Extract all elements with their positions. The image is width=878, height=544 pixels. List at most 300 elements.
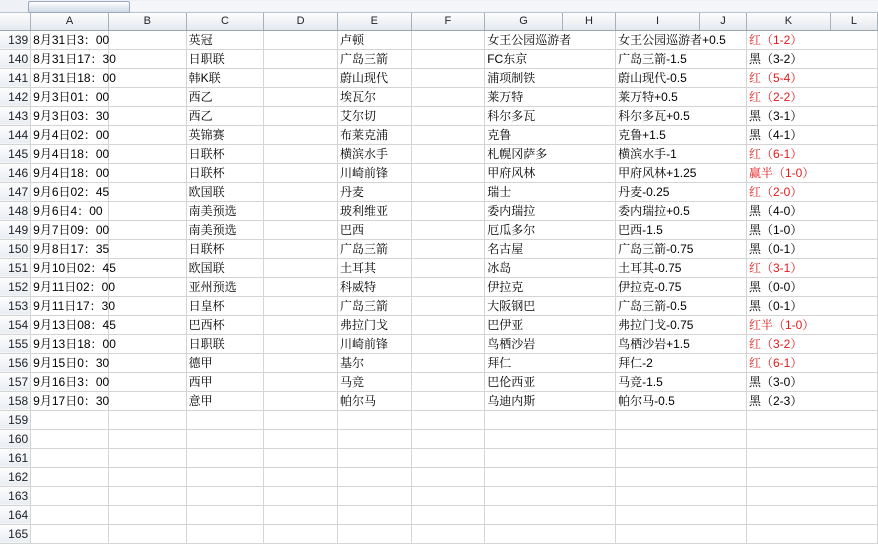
cell-away-team[interactable]: 女王公园巡游者 — [485, 30, 616, 49]
cell-empty-b[interactable] — [108, 87, 186, 106]
cell-pick[interactable]: 巴西-1.5 — [616, 220, 747, 239]
cell-pick[interactable] — [616, 505, 747, 524]
row-header[interactable]: 143 — [0, 106, 31, 125]
table-row[interactable] — [0, 524, 878, 543]
cell-empty-f[interactable] — [411, 296, 485, 315]
cell-date[interactable] — [31, 486, 109, 505]
cell-league[interactable]: 欧国联 — [186, 258, 264, 277]
row-header[interactable]: 145 — [0, 144, 31, 163]
cell-empty-b[interactable] — [108, 163, 186, 182]
cell-result[interactable]: 黑（1-0） — [746, 220, 877, 239]
row-header[interactable]: 151 — [0, 258, 31, 277]
table-row[interactable] — [0, 277, 878, 296]
cell-empty-d[interactable] — [264, 429, 338, 448]
cell-result[interactable] — [746, 524, 877, 543]
cell-league[interactable]: 南美预选 — [186, 201, 264, 220]
cell-date[interactable]: 9月13日18：00 — [31, 334, 109, 353]
cell-away-team[interactable]: 克鲁 — [485, 125, 616, 144]
cell-away-team[interactable]: 瑞士 — [485, 182, 616, 201]
cell-date[interactable]: 9月15日0：30 — [31, 353, 109, 372]
cell-league[interactable] — [186, 505, 264, 524]
cell-league[interactable]: 西甲 — [186, 372, 264, 391]
cell-result[interactable]: 黑（4-0） — [746, 201, 877, 220]
cell-empty-b[interactable] — [108, 239, 186, 258]
cell-empty-d[interactable] — [264, 391, 338, 410]
cell-empty-b[interactable] — [108, 315, 186, 334]
cell-result[interactable]: 红（2-2） — [746, 87, 877, 106]
cell-empty-b[interactable] — [108, 106, 186, 125]
cell-date[interactable]: 9月11日17：30 — [31, 296, 109, 315]
cell-pick[interactable] — [616, 448, 747, 467]
cell-empty-d[interactable] — [264, 486, 338, 505]
cell-empty-b[interactable] — [108, 258, 186, 277]
cell-away-team[interactable]: 伊拉克 — [485, 277, 616, 296]
cell-empty-d[interactable] — [264, 68, 338, 87]
cell-date[interactable]: 9月6日02：45 — [31, 182, 109, 201]
table-row[interactable] — [0, 201, 878, 220]
cell-league[interactable] — [186, 524, 264, 543]
cell-pick[interactable]: 横滨水手-1 — [616, 144, 747, 163]
cell-empty-d[interactable] — [264, 106, 338, 125]
cell-empty-b[interactable] — [108, 391, 186, 410]
cell-league[interactable]: 日职联 — [186, 49, 264, 68]
horizontal-scrollbar[interactable] — [0, 0, 878, 13]
cell-result[interactable]: 黑（2-3） — [746, 391, 877, 410]
cell-result[interactable]: 红（6-1） — [746, 144, 877, 163]
cell-result[interactable]: 红（6-1） — [746, 353, 877, 372]
cell-empty-b[interactable] — [108, 353, 186, 372]
cell-league[interactable]: 日联杯 — [186, 144, 264, 163]
cell-home-team[interactable]: 广岛三箭 — [337, 49, 411, 68]
cell-home-team[interactable]: 土耳其 — [337, 258, 411, 277]
row-header[interactable]: 158 — [0, 391, 31, 410]
cell-empty-b[interactable] — [108, 372, 186, 391]
cell-home-team[interactable] — [337, 448, 411, 467]
row-header[interactable]: 163 — [0, 486, 31, 505]
cell-date[interactable]: 9月8日17：35 — [31, 239, 109, 258]
cell-empty-d[interactable] — [264, 296, 338, 315]
cell-league[interactable]: 英锦赛 — [186, 125, 264, 144]
cell-away-team[interactable]: 乌迪内斯 — [485, 391, 616, 410]
cell-away-team[interactable]: 浦项制铁 — [485, 68, 616, 87]
column-header-l[interactable]: L — [830, 13, 877, 30]
spreadsheet-grid[interactable] — [0, 13, 878, 544]
table-row[interactable] — [0, 125, 878, 144]
cell-empty-d[interactable] — [264, 410, 338, 429]
row-header[interactable]: 150 — [0, 239, 31, 258]
cell-away-team[interactable]: 巴伊亚 — [485, 315, 616, 334]
row-header[interactable]: 153 — [0, 296, 31, 315]
cell-league[interactable]: 欧国联 — [186, 182, 264, 201]
cell-date[interactable]: 9月17日0：30 — [31, 391, 109, 410]
cell-date[interactable]: 8月31日3：00 — [31, 30, 109, 49]
cell-home-team[interactable] — [337, 467, 411, 486]
cell-league[interactable]: 韩K联 — [186, 68, 264, 87]
row-header[interactable]: 157 — [0, 372, 31, 391]
cell-home-team[interactable]: 玻利维亚 — [337, 201, 411, 220]
cell-result[interactable] — [746, 410, 877, 429]
row-header[interactable]: 144 — [0, 125, 31, 144]
cell-empty-d[interactable] — [264, 505, 338, 524]
table-row[interactable] — [0, 220, 878, 239]
cell-empty-f[interactable] — [411, 49, 485, 68]
cell-empty-f[interactable] — [411, 334, 485, 353]
cell-empty-f[interactable] — [411, 429, 485, 448]
table-row[interactable] — [0, 163, 878, 182]
cell-away-team[interactable]: 莱万特 — [485, 87, 616, 106]
cell-empty-d[interactable] — [264, 467, 338, 486]
table-row[interactable] — [0, 372, 878, 391]
cell-empty-f[interactable] — [411, 163, 485, 182]
cell-league[interactable]: 巴西杯 — [186, 315, 264, 334]
column-header-d[interactable]: D — [264, 13, 338, 30]
table-row[interactable] — [0, 334, 878, 353]
cell-empty-d[interactable] — [264, 220, 338, 239]
cell-pick[interactable]: 蔚山现代-0.5 — [616, 68, 747, 87]
cell-pick[interactable]: 鸟栖沙岩+1.5 — [616, 334, 747, 353]
cell-home-team[interactable]: 川崎前锋 — [337, 163, 411, 182]
cell-empty-b[interactable] — [108, 68, 186, 87]
cell-away-team[interactable]: 厄瓜多尔 — [485, 220, 616, 239]
cell-pick[interactable]: 广岛三箭-1.5 — [616, 49, 747, 68]
table-row[interactable] — [0, 315, 878, 334]
cell-league[interactable]: 西乙 — [186, 87, 264, 106]
cell-empty-d[interactable] — [264, 448, 338, 467]
cell-home-team[interactable]: 广岛三箭 — [337, 296, 411, 315]
cell-result[interactable] — [746, 429, 877, 448]
row-header[interactable]: 140 — [0, 49, 31, 68]
cell-pick[interactable]: 克鲁+1.5 — [616, 125, 747, 144]
cell-pick[interactable] — [616, 486, 747, 505]
cell-empty-f[interactable] — [411, 30, 485, 49]
cell-pick[interactable]: 拜仁-2 — [616, 353, 747, 372]
cell-league[interactable]: 日联杯 — [186, 163, 264, 182]
cell-home-team[interactable]: 卢顿 — [337, 30, 411, 49]
cell-empty-f[interactable] — [411, 87, 485, 106]
cell-empty-b[interactable] — [108, 201, 186, 220]
cell-date[interactable]: 9月10日02：45 — [31, 258, 109, 277]
cell-away-team[interactable]: FC东京 — [485, 49, 616, 68]
cell-pick[interactable] — [616, 524, 747, 543]
column-header-j[interactable]: J — [699, 13, 746, 30]
cell-home-team[interactable] — [337, 429, 411, 448]
cell-empty-d[interactable] — [264, 315, 338, 334]
cell-empty-d[interactable] — [264, 49, 338, 68]
cell-empty-f[interactable] — [411, 68, 485, 87]
cell-pick[interactable] — [616, 429, 747, 448]
cell-date[interactable]: 9月4日02：00 — [31, 125, 109, 144]
cell-result[interactable]: 赢半（1-0） — [746, 163, 877, 182]
table-row[interactable] — [0, 505, 878, 524]
cell-away-team[interactable]: 名古屋 — [485, 239, 616, 258]
column-header-b[interactable]: B — [108, 13, 186, 30]
cell-pick[interactable]: 马竞-1.5 — [616, 372, 747, 391]
cell-empty-f[interactable] — [411, 505, 485, 524]
cell-result[interactable]: 红（2-0） — [746, 182, 877, 201]
column-header-i[interactable]: I — [616, 13, 700, 30]
cell-away-team[interactable] — [485, 524, 616, 543]
cell-empty-d[interactable] — [264, 144, 338, 163]
cell-empty-f[interactable] — [411, 258, 485, 277]
cell-pick[interactable]: 帕尔马-0.5 — [616, 391, 747, 410]
cell-empty-d[interactable] — [264, 372, 338, 391]
cell-empty-b[interactable] — [108, 334, 186, 353]
column-header-h[interactable]: H — [562, 13, 615, 30]
row-header[interactable]: 164 — [0, 505, 31, 524]
cell-date[interactable]: 8月31日17：30 — [31, 49, 109, 68]
horizontal-scrollbar-track[interactable] — [130, 1, 878, 11]
cell-result[interactable]: 黑（0-1） — [746, 296, 877, 315]
table-row[interactable] — [0, 353, 878, 372]
cell-league[interactable] — [186, 486, 264, 505]
cell-date[interactable]: 9月4日18：00 — [31, 144, 109, 163]
cell-pick[interactable]: 广岛三箭-0.75 — [616, 239, 747, 258]
cell-home-team[interactable] — [337, 505, 411, 524]
cell-empty-f[interactable] — [411, 239, 485, 258]
cell-date[interactable] — [31, 524, 109, 543]
cell-date[interactable]: 9月6日4：00 — [31, 201, 109, 220]
cell-empty-d[interactable] — [264, 201, 338, 220]
cell-league[interactable] — [186, 448, 264, 467]
cell-home-team[interactable]: 巴西 — [337, 220, 411, 239]
cell-pick[interactable]: 丹麦-0.25 — [616, 182, 747, 201]
cell-empty-f[interactable] — [411, 106, 485, 125]
table-row[interactable] — [0, 182, 878, 201]
cell-empty-b[interactable] — [108, 277, 186, 296]
cell-result[interactable]: 红（5-4） — [746, 68, 877, 87]
cell-league[interactable]: 英冠 — [186, 30, 264, 49]
cell-league[interactable]: 西乙 — [186, 106, 264, 125]
table-row[interactable] — [0, 296, 878, 315]
cell-home-team[interactable]: 科威特 — [337, 277, 411, 296]
cell-empty-f[interactable] — [411, 277, 485, 296]
cell-empty-b[interactable] — [108, 49, 186, 68]
column-header-e[interactable]: E — [337, 13, 411, 30]
cell-empty-f[interactable] — [411, 372, 485, 391]
row-header[interactable]: 148 — [0, 201, 31, 220]
row-header[interactable]: 156 — [0, 353, 31, 372]
row-header[interactable]: 152 — [0, 277, 31, 296]
cell-empty-d[interactable] — [264, 334, 338, 353]
cell-empty-f[interactable] — [411, 391, 485, 410]
cell-empty-b[interactable] — [108, 296, 186, 315]
table-row[interactable] — [0, 410, 878, 429]
table-row[interactable] — [0, 429, 878, 448]
cell-empty-f[interactable] — [411, 220, 485, 239]
cell-away-team[interactable] — [485, 410, 616, 429]
cell-league[interactable] — [186, 467, 264, 486]
cell-empty-f[interactable] — [411, 353, 485, 372]
row-header[interactable]: 147 — [0, 182, 31, 201]
row-header[interactable]: 139 — [0, 30, 31, 49]
cell-home-team[interactable] — [337, 524, 411, 543]
cell-away-team[interactable]: 拜仁 — [485, 353, 616, 372]
cell-date[interactable]: 9月3日01：00 — [31, 87, 109, 106]
cell-empty-d[interactable] — [264, 239, 338, 258]
column-header-a[interactable]: A — [31, 13, 109, 30]
cell-home-team[interactable]: 帕尔马 — [337, 391, 411, 410]
cell-empty-b[interactable] — [108, 410, 186, 429]
cell-empty-d[interactable] — [264, 87, 338, 106]
cell-league[interactable]: 意甲 — [186, 391, 264, 410]
cell-league[interactable]: 德甲 — [186, 353, 264, 372]
row-header[interactable]: 159 — [0, 410, 31, 429]
cell-result[interactable]: 黑（3-0） — [746, 372, 877, 391]
cell-empty-f[interactable] — [411, 125, 485, 144]
row-header[interactable]: 155 — [0, 334, 31, 353]
cell-home-team[interactable]: 广岛三箭 — [337, 239, 411, 258]
cell-result[interactable]: 黑（3-2） — [746, 49, 877, 68]
cell-league[interactable]: 日职联 — [186, 334, 264, 353]
cell-away-team[interactable] — [485, 429, 616, 448]
cell-empty-f[interactable] — [411, 315, 485, 334]
table-row[interactable] — [0, 391, 878, 410]
cell-date[interactable] — [31, 429, 109, 448]
cell-date[interactable]: 9月3日03：30 — [31, 106, 109, 125]
cell-empty-b[interactable] — [108, 467, 186, 486]
cell-away-team[interactable]: 大阪钢巴 — [485, 296, 616, 315]
cell-league[interactable]: 日皇杯 — [186, 296, 264, 315]
cell-pick[interactable]: 甲府风林+1.25 — [616, 163, 747, 182]
cell-home-team[interactable]: 布莱克浦 — [337, 125, 411, 144]
cell-league[interactable] — [186, 429, 264, 448]
cell-empty-b[interactable] — [108, 220, 186, 239]
row-header[interactable]: 146 — [0, 163, 31, 182]
table-row[interactable] — [0, 448, 878, 467]
table-row[interactable] — [0, 258, 878, 277]
cell-result[interactable]: 红半（1-0） — [746, 315, 877, 334]
cell-pick[interactable]: 莱万特+0.5 — [616, 87, 747, 106]
cell-result[interactable] — [746, 505, 877, 524]
table-row[interactable] — [0, 239, 878, 258]
table-row[interactable] — [0, 49, 878, 68]
cell-result[interactable] — [746, 467, 877, 486]
cell-away-team[interactable] — [485, 505, 616, 524]
cell-pick[interactable]: 广岛三箭-0.5 — [616, 296, 747, 315]
cell-away-team[interactable]: 科尔多瓦 — [485, 106, 616, 125]
cell-empty-f[interactable] — [411, 448, 485, 467]
cell-pick[interactable] — [616, 467, 747, 486]
cell-home-team[interactable]: 蔚山现代 — [337, 68, 411, 87]
cell-away-team[interactable]: 札幌冈萨多 — [485, 144, 616, 163]
table-row[interactable] — [0, 30, 878, 49]
cell-empty-d[interactable] — [264, 258, 338, 277]
row-header[interactable]: 142 — [0, 87, 31, 106]
cell-home-team[interactable]: 丹麦 — [337, 182, 411, 201]
cell-pick[interactable]: 委内瑞拉+0.5 — [616, 201, 747, 220]
cell-empty-b[interactable] — [108, 448, 186, 467]
cell-empty-f[interactable] — [411, 467, 485, 486]
cell-home-team[interactable] — [337, 486, 411, 505]
cell-empty-b[interactable] — [108, 144, 186, 163]
cell-empty-d[interactable] — [264, 277, 338, 296]
cell-pick[interactable]: 科尔多瓦+0.5 — [616, 106, 747, 125]
cell-pick[interactable] — [616, 410, 747, 429]
cell-home-team[interactable]: 横滨水手 — [337, 144, 411, 163]
cell-result[interactable]: 红（1-2） — [746, 30, 877, 49]
cell-empty-f[interactable] — [411, 524, 485, 543]
cell-away-team[interactable]: 委内瑞拉 — [485, 201, 616, 220]
cell-date[interactable]: 9月16日3：00 — [31, 372, 109, 391]
cell-empty-d[interactable] — [264, 163, 338, 182]
row-header[interactable]: 162 — [0, 467, 31, 486]
table-row[interactable] — [0, 87, 878, 106]
column-header-f[interactable]: F — [411, 13, 485, 30]
row-header[interactable]: 165 — [0, 524, 31, 543]
cell-date[interactable]: 9月4日18：00 — [31, 163, 109, 182]
table-row[interactable] — [0, 486, 878, 505]
cell-empty-d[interactable] — [264, 30, 338, 49]
cell-empty-f[interactable] — [411, 144, 485, 163]
cell-home-team[interactable]: 埃瓦尔 — [337, 87, 411, 106]
table-row[interactable] — [0, 106, 878, 125]
cell-pick[interactable]: 伊拉克-0.75 — [616, 277, 747, 296]
cell-date[interactable]: 9月11日02：00 — [31, 277, 109, 296]
cell-empty-d[interactable] — [264, 524, 338, 543]
cell-empty-b[interactable] — [108, 30, 186, 49]
row-header[interactable]: 161 — [0, 448, 31, 467]
select-all-corner[interactable] — [0, 13, 31, 30]
column-header-g[interactable]: G — [485, 13, 563, 30]
table-row[interactable] — [0, 467, 878, 486]
row-header[interactable]: 154 — [0, 315, 31, 334]
column-header-c[interactable]: C — [186, 13, 264, 30]
cell-league[interactable]: 日联杯 — [186, 239, 264, 258]
cell-result[interactable]: 红（3-1） — [746, 258, 877, 277]
row-header[interactable]: 149 — [0, 220, 31, 239]
cell-result[interactable]: 黑（0-0） — [746, 277, 877, 296]
row-header[interactable]: 141 — [0, 68, 31, 87]
cell-date[interactable] — [31, 505, 109, 524]
cell-home-team[interactable]: 马竞 — [337, 372, 411, 391]
cell-away-team[interactable]: 鸟栖沙岩 — [485, 334, 616, 353]
cell-empty-f[interactable] — [411, 486, 485, 505]
cell-home-team[interactable]: 弗拉门戈 — [337, 315, 411, 334]
cell-empty-b[interactable] — [108, 429, 186, 448]
cell-empty-d[interactable] — [264, 125, 338, 144]
cell-home-team[interactable]: 艾尔切 — [337, 106, 411, 125]
cell-empty-d[interactable] — [264, 353, 338, 372]
row-header[interactable]: 160 — [0, 429, 31, 448]
cell-empty-f[interactable] — [411, 410, 485, 429]
cell-date[interactable]: 9月7日09：00 — [31, 220, 109, 239]
cell-empty-b[interactable] — [108, 486, 186, 505]
cell-away-team[interactable]: 甲府风林 — [485, 163, 616, 182]
cell-empty-d[interactable] — [264, 182, 338, 201]
cell-result[interactable] — [746, 486, 877, 505]
cell-pick[interactable]: 弗拉门戈-0.75 — [616, 315, 747, 334]
cell-home-team[interactable]: 基尔 — [337, 353, 411, 372]
table-row[interactable] — [0, 144, 878, 163]
cell-league[interactable] — [186, 410, 264, 429]
cell-pick[interactable]: 土耳其-0.75 — [616, 258, 747, 277]
cell-result[interactable] — [746, 448, 877, 467]
cell-date[interactable]: 9月13日08：45 — [31, 315, 109, 334]
cell-date[interactable]: 8月31日18：00 — [31, 68, 109, 87]
cell-date[interactable] — [31, 448, 109, 467]
cell-away-team[interactable]: 巴伦西亚 — [485, 372, 616, 391]
table-row[interactable] — [0, 68, 878, 87]
cell-empty-b[interactable] — [108, 182, 186, 201]
cell-away-team[interactable] — [485, 467, 616, 486]
cell-away-team[interactable] — [485, 448, 616, 467]
column-header-k[interactable]: K — [746, 13, 830, 30]
cell-home-team[interactable] — [337, 410, 411, 429]
cell-date[interactable] — [31, 467, 109, 486]
cell-empty-f[interactable] — [411, 182, 485, 201]
cell-league[interactable]: 南美预选 — [186, 220, 264, 239]
horizontal-scrollbar-thumb[interactable] — [28, 1, 130, 13]
